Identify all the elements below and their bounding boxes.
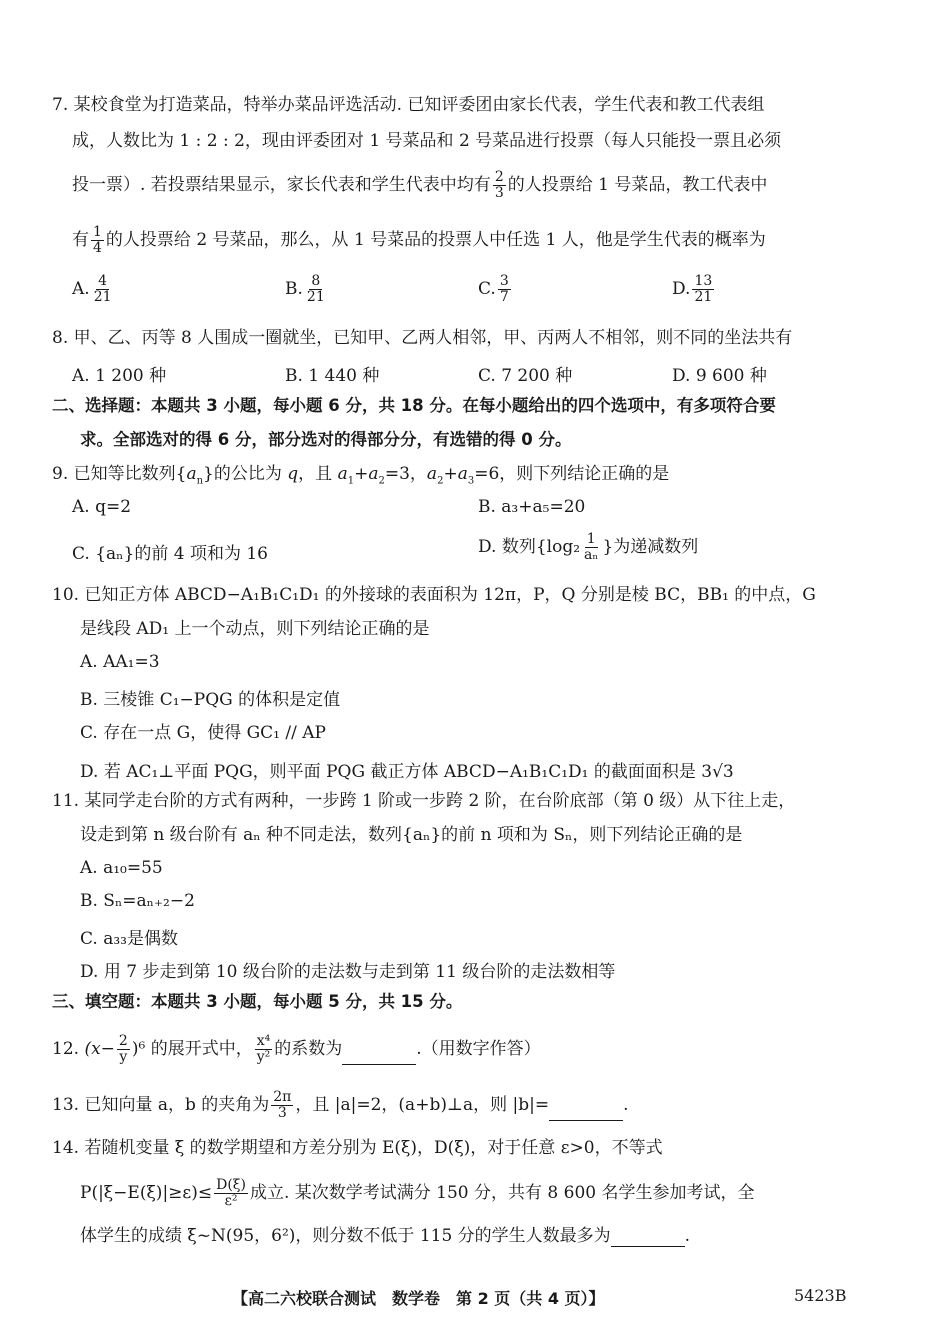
frac-num: 13 — [694, 273, 713, 289]
section3-heading: 三、填空题：本题共 3 小题，每小题 5 分，共 15 分。 — [52, 992, 463, 1011]
frac-num: 4 — [98, 273, 108, 289]
frac-den: aₙ — [584, 547, 599, 563]
q12-text-tail: .（用数字作答） — [416, 1039, 541, 1059]
q7-option-d[interactable] — [672, 274, 716, 305]
frac-num: 1 — [586, 531, 596, 547]
frac-num: 2 — [494, 169, 504, 185]
q9-stem-e: =6，则下列结论正确的是 — [474, 464, 670, 484]
q14-line1: 14. 若随机变量 ξ 的数学期望和方差分别为 E(ξ)，D(ξ)，对于任意 ε>0，不等式 — [52, 1138, 663, 1158]
q12-answer-blank[interactable] — [342, 1048, 416, 1065]
q14-line3-text: 体学生的成绩 ξ~N(95，6²)，则分数不低于 115 分的学生人数最多为 — [80, 1226, 611, 1246]
option-fraction — [305, 274, 327, 305]
q8-option-b[interactable]: B. 1 440 种 — [285, 366, 380, 386]
q7-line3 — [72, 170, 767, 201]
q9-option-c[interactable]: C. {aₙ}的前 4 项和为 16 — [72, 544, 268, 564]
q12-line — [52, 1034, 541, 1065]
q13-text-tail: . — [623, 1095, 629, 1115]
q7-line2: 成，人数比为 1 : 2 : 2，现由评委团对 1 号菜品和 2 号菜品进行投票（每人只能投一票且必须 — [72, 131, 782, 151]
q12-text-suffix: 的系数为 — [274, 1039, 343, 1059]
frac-num: 3 — [499, 273, 509, 289]
q12-expr-b: )⁶ — [131, 1039, 146, 1059]
q10-line2: 是线段 AD₁ 上一个动点，则下列结论正确的是 — [80, 619, 430, 639]
section2-heading-line2: 求。全部选对的得 6 分，部分选对的得部分分，有选错的得 0 分。 — [80, 430, 572, 449]
option-fraction — [692, 274, 714, 305]
frac-den: 7 — [499, 289, 509, 305]
frac-den: 4 — [93, 240, 102, 256]
q7-line4-text-b: 的人投票给 2 号菜品，那么，从 1 号菜品的投票人中任选 1 人，他是学生代表的概率为 — [105, 230, 766, 250]
q9-stem-b: }的公比为 — [203, 464, 282, 484]
q11-option-b[interactable]: B. Sₙ=aₙ₊₂−2 — [80, 891, 195, 911]
q13-line — [52, 1090, 628, 1121]
q10-option-a[interactable]: A. AA₁=3 — [80, 652, 160, 672]
q8-option-a[interactable]: A. 1 200 种 — [72, 366, 167, 386]
option-label: C. — [478, 279, 496, 299]
q14-answer-blank[interactable] — [611, 1230, 685, 1247]
q10-option-d[interactable]: D. 若 AC₁⊥平面 PQG，则平面 PQG 截正方体 ABCD−A₁B₁C₁D₁ 的截面面积是 3√3 — [80, 762, 734, 782]
frac-den: ε² — [224, 1193, 238, 1209]
q14-line2-text-a: P(|ξ−E(ξ)|≥ε)≤ — [80, 1183, 213, 1203]
frac-num: x⁴ — [256, 1033, 271, 1049]
q11-line1: 11. 某同学走台阶的方式有两种，一步跨 1 阶或一步跨 2 阶，在台阶底部（第 0 级）从下往上走， — [52, 791, 796, 811]
q10-option-b[interactable]: B. 三棱锥 C₁−PQG 的体积是定值 — [80, 690, 341, 710]
frac-den: 21 — [694, 289, 713, 305]
q7-line1: 7. 某校食堂为打造菜品，特举办菜品评选活动. 已知评委团由家长代表，学生代表和教工代表组 — [52, 95, 765, 115]
frac-den: y — [119, 1049, 128, 1065]
q13-text-b: ，且 |a|=2，(a+b)⊥a，则 |b|= — [295, 1095, 550, 1115]
q7-line3-text-a: 投一票）. 若投票结果显示，家长代表和学生代表中均有 — [72, 175, 491, 195]
footer-code: 5423B — [794, 1286, 847, 1305]
frac-num: 2 — [118, 1033, 128, 1049]
q11-option-c[interactable]: C. a₃₃是偶数 — [80, 929, 178, 949]
q12-expr-a: (x− — [84, 1039, 115, 1059]
option-label: D. — [672, 279, 691, 299]
frac-num: 2π — [273, 1089, 292, 1105]
option-fraction — [92, 274, 114, 305]
q9-stem-a: 9. 已知等比数列{ — [52, 464, 187, 484]
q11-option-a[interactable]: A. a₁₀=55 — [80, 858, 163, 878]
q14-line2-text-b: 成立. 某次数学考试满分 150 分，共有 8 600 名学生参加考试，全 — [249, 1183, 755, 1203]
q10-line1: 10. 已知正方体 ABCD−A₁B₁C₁D₁ 的外接球的表面积为 12π，P，Q 分别是棱 BC，BB₁ 的中点，G — [52, 585, 816, 605]
q8-option-d[interactable]: D. 9 600 种 — [672, 366, 767, 386]
frac-den: 21 — [306, 289, 325, 305]
option-label: B. — [285, 279, 303, 299]
q7-option-c[interactable] — [478, 274, 513, 305]
frac-den: y² — [256, 1049, 271, 1065]
q7-option-b[interactable] — [285, 274, 329, 305]
q14-fraction-variance — [214, 1178, 248, 1209]
q7-fraction-2-3 — [493, 170, 506, 201]
frac-den: 21 — [93, 289, 112, 305]
q12-fraction-term — [255, 1034, 273, 1065]
q11-line2: 设走到第 n 级台阶有 aₙ 种不同走法，数列{aₙ}的前 n 项和为 Sₙ，则下列结论正确的是 — [80, 825, 743, 845]
q12-number: 12. — [52, 1039, 80, 1059]
option-label: A. — [72, 279, 90, 299]
q7-option-a[interactable] — [72, 274, 116, 305]
frac-den: 3 — [494, 185, 504, 201]
q9-option-d-text-b: }为递减数列 — [602, 537, 699, 557]
q9-option-d-text-a: D. 数列{log₂ — [478, 537, 581, 557]
q7-line3-text-b: 的人投票给 1 号菜品，教工代表中 — [507, 175, 768, 195]
q10-option-c[interactable]: C. 存在一点 G，使得 GC₁ // AP — [80, 723, 326, 743]
q9-option-a[interactable]: A. q=2 — [72, 497, 132, 517]
frac-num: D(ξ) — [216, 1177, 246, 1193]
frac-num: 1 — [93, 224, 102, 240]
q13-angle-fraction — [271, 1090, 293, 1121]
q14-line3 — [80, 1225, 690, 1247]
section2-heading-line1: 二、选择题：本题共 3 小题，每小题 6 分，共 18 分。在每小题给出的四个选项中，有多项符合要 — [52, 396, 776, 415]
q13-text-a: 13. 已知向量 a，b 的夹角为 — [52, 1095, 270, 1115]
q9-stem-d: =3， — [384, 464, 427, 484]
q14-line3-tail: . — [684, 1226, 691, 1246]
q9-option-b[interactable]: B. a₃+a₅=20 — [478, 497, 586, 517]
q12-fraction-2-y — [117, 1034, 130, 1065]
q11-option-d[interactable]: D. 用 7 步走到第 10 级台阶的走法数与走到第 11 级台阶的走法数相等 — [80, 962, 616, 982]
q9-stem-c: ，且 — [298, 464, 333, 484]
q12-text-mid: 的展开式中， — [150, 1039, 253, 1059]
option-fraction — [498, 274, 511, 305]
q7-line4 — [72, 225, 766, 256]
q9-stem: 9. 已知等比数列$\{a_n\}$的公比为 q，且 $a_1+a_2=3$，$a_2+a_3=6$，则下列结论正确的是 — [52, 464, 670, 487]
frac-den: 3 — [277, 1105, 287, 1121]
frac-num: 8 — [311, 273, 321, 289]
q14-line2 — [80, 1178, 755, 1209]
q8-option-c[interactable]: C. 7 200 种 — [478, 366, 573, 386]
q7-fraction-1-4 — [91, 225, 104, 256]
q13-answer-blank[interactable] — [549, 1104, 623, 1121]
q9-option-d[interactable] — [478, 532, 698, 563]
q8-stem: 8. 甲、乙、丙等 8 人围成一圈就坐，已知甲、乙两人相邻，甲、丙两人不相邻，则不同的坐法共有 — [52, 328, 793, 348]
q7-line4-text-a: 有 — [72, 230, 89, 250]
footer-title: 【高二六校联合测试 数学卷 第 2 页（共 4 页）】 — [232, 1289, 605, 1308]
q9-option-d-fraction — [582, 532, 600, 563]
